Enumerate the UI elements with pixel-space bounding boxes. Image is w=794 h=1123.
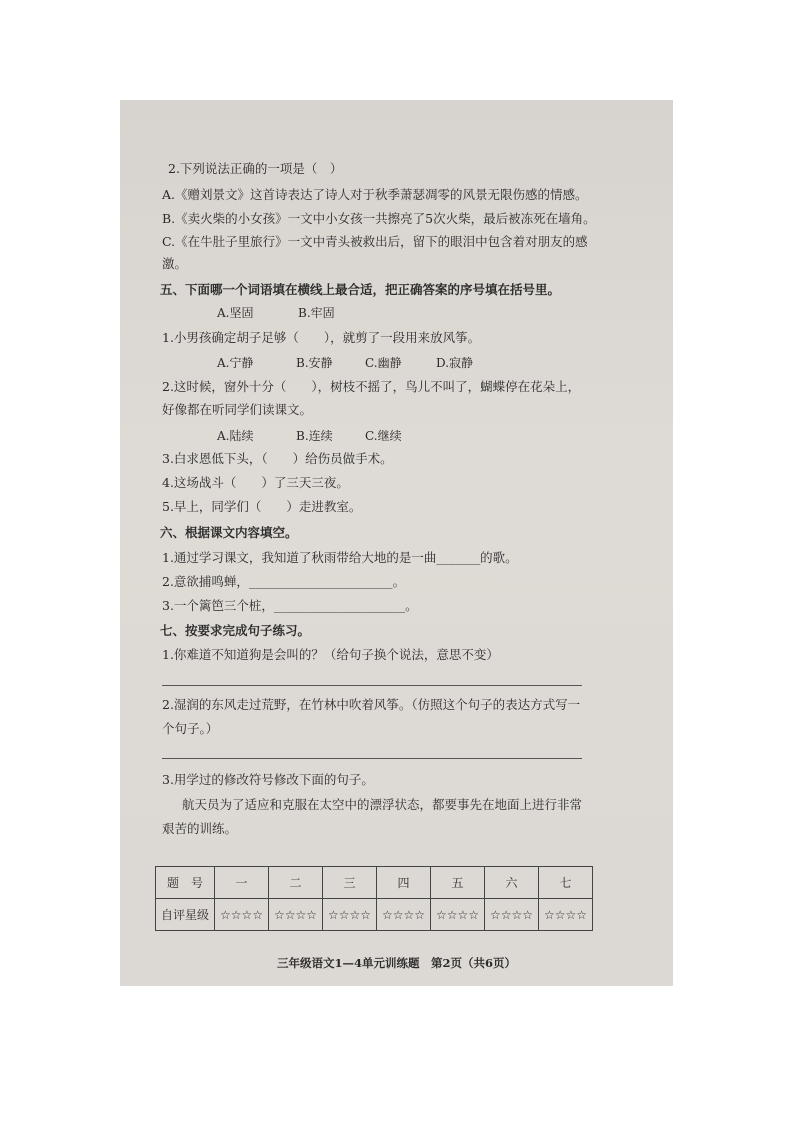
q2-prompt: 2.下列说法正确的一项是（ ）: [168, 161, 343, 176]
col-header: 五: [431, 867, 485, 899]
exam-page: [120, 100, 673, 986]
s5-q2-cont: 好像都在听同学们读课文。: [162, 402, 313, 417]
s7-q2-answer-line: [162, 758, 582, 759]
star-rating[interactable]: ☆☆☆☆: [377, 899, 431, 931]
s5-q3-option-c: C.继续: [365, 429, 402, 443]
s5-q1-option-a: A.坚固: [217, 306, 254, 320]
table-row: [156, 867, 593, 899]
s6-q3: 3.一个篱笆三个桩，_____________________。: [162, 598, 418, 613]
star-rating[interactable]: ☆☆☆☆: [215, 899, 269, 931]
s5-q2-option-c: C.幽静: [365, 356, 402, 370]
s5-q2-option-b: B.安静: [296, 356, 333, 370]
table-row: [156, 899, 593, 931]
s5-q2-option-d: D.寂静: [436, 356, 474, 370]
q2-option-c-cont: 激。: [162, 256, 188, 271]
col-header: 二: [269, 867, 323, 899]
col-header: 七: [539, 867, 593, 899]
s7-q1: 1.你难道不知道狗是会叫的？（给句子换个说法，意思不变）: [162, 647, 499, 662]
star-rating[interactable]: ☆☆☆☆: [323, 899, 377, 931]
s7-q1-answer-line: [162, 685, 582, 686]
col-header: 三: [323, 867, 377, 899]
s7-q2-cont: 个句子。）: [162, 721, 219, 736]
col-header: 四: [377, 867, 431, 899]
s5-q2: 2.这时候，窗外十分（ ），树枝不摇了，鸟儿不叫了，蝴蝶停在花朵上，: [162, 379, 581, 394]
col-header: 一: [215, 867, 269, 899]
section5-title: 五、下面哪一个词语填在横线上最合适，把正确答案的序号填在括号里。: [160, 282, 561, 297]
section6-title: 六、根据课文内容填空。: [160, 525, 298, 540]
header-label: 题 号: [156, 867, 215, 899]
s5-q4: 4.这场战斗（ ）了三天三夜。: [162, 475, 349, 490]
col-header: 六: [485, 867, 539, 899]
s5-q3-option-a: A.陆续: [217, 429, 254, 443]
s7-q3-sentence: 航天员为了适应和克服在太空中的漂浮状态，都要事先在地面上进行非常: [182, 797, 583, 812]
s5-q2-option-a: A.宁静: [217, 356, 254, 370]
star-rating[interactable]: ☆☆☆☆: [539, 899, 593, 931]
s7-q3: 3.用学过的修改符号修改下面的句子。: [162, 772, 374, 787]
s5-q1-option-b: B.牢固: [298, 306, 335, 320]
s5-q5: 5.早上，同学们（ ）走进教室。: [162, 499, 362, 514]
s5-q1: 1.小男孩确定胡子足够（ ），就剪了一段用来放风筝。: [162, 330, 481, 345]
star-rating[interactable]: ☆☆☆☆: [269, 899, 323, 931]
s6-q2: 2.意欲捕鸣蝉，_______________________。: [162, 574, 406, 589]
row-label: 自评星级: [156, 899, 215, 931]
section7-title: 七、按要求完成句子练习。: [160, 623, 311, 638]
star-rating[interactable]: ☆☆☆☆: [485, 899, 539, 931]
s5-q3-option-b: B.连续: [296, 429, 333, 443]
q2-option-a: A.《赠刘景文》这首诗表达了诗人对于秋季萧瑟凋零的风景无限伤感的情感。: [162, 187, 588, 202]
s7-q2: 2.湿润的东风走过荒野，在竹林中吹着风筝。（仿照这个句子的表达方式写一: [162, 697, 581, 712]
q2-option-c: C.《在牛肚子里旅行》一文中青头被救出后，留下的眼泪中包含着对朋友的感: [162, 234, 588, 249]
s7-q3-sentence-cont: 艰苦的训练。: [162, 821, 238, 836]
star-rating[interactable]: ☆☆☆☆: [431, 899, 485, 931]
s6-q1: 1.通过学习课文，我知道了秋雨带给大地的是一曲_______的歌。: [162, 550, 518, 565]
s5-q3: 3.白求恩低下头，（ ）给伤员做手术。: [162, 451, 393, 466]
self-evaluation-table: [155, 866, 593, 931]
page-footer: 三年级语文1—4单元训练题 第2页（共6页）: [276, 956, 516, 970]
q2-option-b: B.《卖火柴的小女孩》一文中小女孩一共擦亮了5次火柴，最后被冻死在墙角。: [162, 211, 596, 226]
